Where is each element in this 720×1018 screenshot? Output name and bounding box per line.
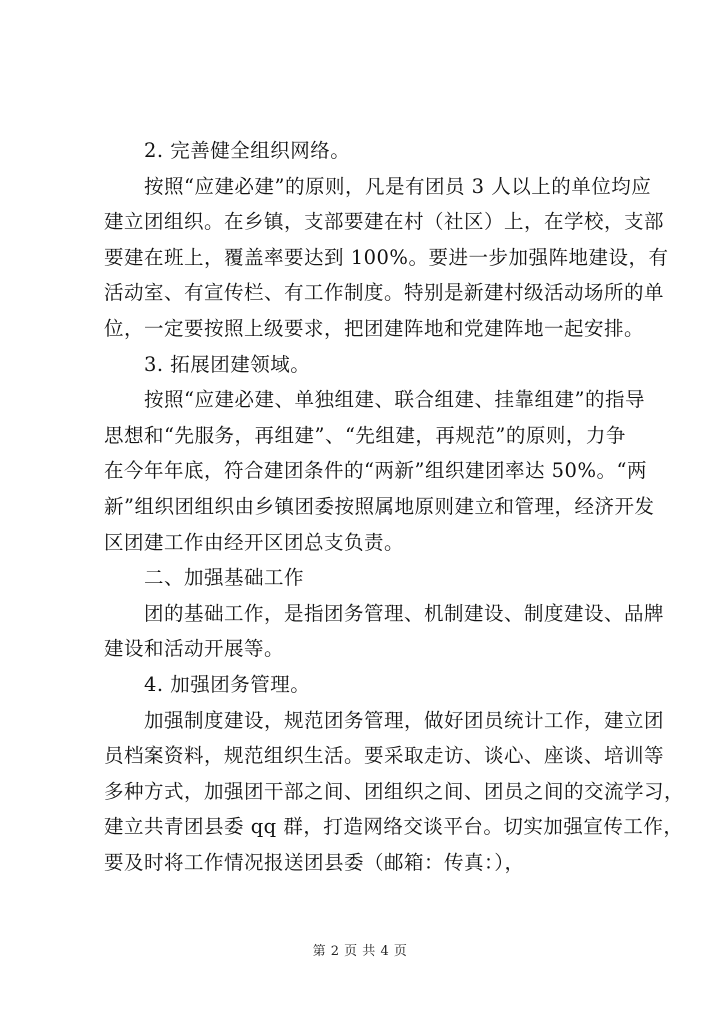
section-heading-3: 3. 拓展团建领域。 <box>144 352 311 376</box>
paragraph-line: 位，一定要按照上级要求，把团建阵地和党建阵地一起安排。 <box>104 316 645 340</box>
page-footer: 第 2 页 共 4 页 <box>312 944 408 959</box>
section-heading-4: 4. 加强团务管理。 <box>144 672 311 696</box>
paragraph-line: 建立共青团县委 qq 群，打造网络交谈平台。切实加强宣传工作， <box>104 815 684 839</box>
document-body <box>104 133 685 880</box>
paragraph-line: 建立团组织。在乡镇，支部要建在村（社区）上，在学校，支部 <box>104 210 665 234</box>
paragraph-line: 在今年年底，符合建团条件的“两新”组织建团率达 50%。“两 <box>104 459 647 483</box>
paragraph-line: 建设和活动开展等。 <box>104 637 285 661</box>
paragraph-line: 思想和“先服务，再组建”、“先组建，再规范”的原则，力争 <box>104 423 626 447</box>
paragraph-line: 加强制度建设，规范团务管理，做好团员统计工作，建立团 <box>144 708 665 732</box>
paragraph-line: 要及时将工作情况报送团县委（邮箱：传真：）， <box>104 850 525 874</box>
paragraph-line: 区团建工作由经开区团总支负责。 <box>104 530 405 554</box>
section-heading-two: 二、加强基础工作 <box>144 566 305 590</box>
paragraph-line: 团的基础工作，是指团务管理、机制建设、制度建设、品牌 <box>144 601 665 625</box>
paragraph-line: 员档案资料，规范组织生活。要采取走访、谈心、座谈、培训等 <box>104 744 665 768</box>
paragraph-line: 多种方式，加强团干部之间、团组织之间、团员之间的交流学习， <box>104 779 685 803</box>
paragraph-line: 按照“应建必建、单独组建、联合组建、挂靠组建”的指导 <box>144 388 645 412</box>
paragraph-line: 新”组织团组织由乡镇团委按照属地原则建立和管理，经济开发 <box>104 494 655 518</box>
paragraph-line: 按照“应建必建”的原则，凡是有团员 3 人以上的单位均应 <box>144 174 652 198</box>
paragraph-line: 活动室、有宣传栏、有工作制度。特别是新建村级活动场所的单 <box>104 281 665 305</box>
section-heading-2: 2. 完善健全组织网络。 <box>144 139 351 162</box>
paragraph-line: 要建在班上，覆盖率要达到 100%。要进一步加强阵地建设，有 <box>104 245 669 269</box>
